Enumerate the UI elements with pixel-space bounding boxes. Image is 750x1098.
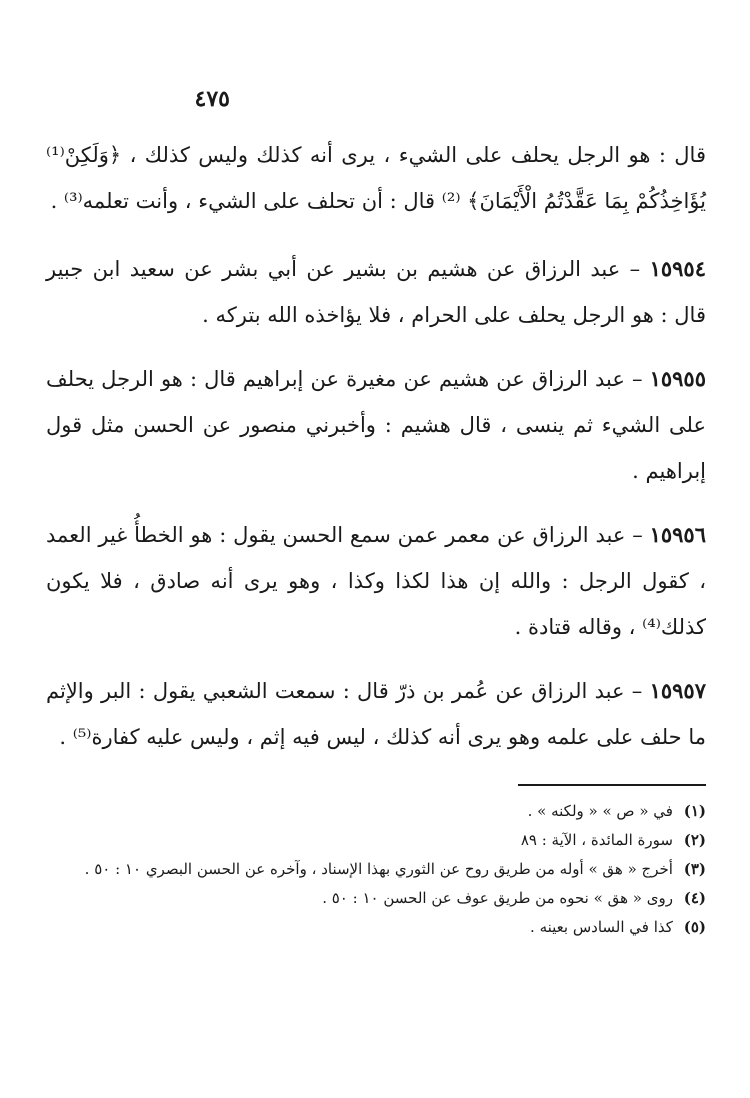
footnote-item (46, 885, 706, 912)
footnote-item (46, 827, 706, 854)
page-number: ٤٧٥ (194, 86, 230, 112)
footnote-label: (٥) (683, 918, 706, 936)
hadith-number: ١٥٩٥٧ (649, 678, 706, 703)
hadith-number: ١٥٩٥٦ (649, 522, 706, 547)
hadith-15954 (46, 246, 706, 338)
footnote-label: (٢) (683, 831, 706, 849)
footnote-item (46, 798, 706, 825)
hadith-15956 (46, 512, 706, 650)
paragraph-text: – عبد الرزاق عن هشيم بن بشير عن أبي بشر عن سعيد ابن جبير قال : هو الرجل يحلف على الحرام ، فلا يؤاخذه الله بتركه . (46, 257, 706, 327)
footnote-label: (١) (683, 802, 706, 820)
footnote-text: أخرج « هق » أوله من طريق روح عن الثوري بهذا الإسناد ، وآخره عن الحسن البصري ١٠ : ٥٠ . (84, 860, 673, 878)
paragraph-text: – عبد الرزاق عن معمر عمن سمع الحسن يقول : هو الخطأُ غير العمد ، كقول الرجل : والله إن هذا لكذا وكذا ، وهو يرى أنه صادق ، فلا يكون كذلك⁽⁴⁾ ، وقاله قتادة . (46, 523, 706, 639)
hadith-15955 (46, 356, 706, 494)
main-text (46, 132, 706, 778)
hadith-number: ١٥٩٥٤ (649, 256, 706, 281)
paragraph-text: قال : هو الرجل يحلف على الشيء ، يرى أنه كذلك وليس كذلك ، ﴿وَلَكِنْ⁽¹⁾ يُؤَاخِذُكُمْ بِمَا عَقَّدْتُمُ الْأَيْمَانَ﴾ ⁽²⁾ قال : أن تحلف على الشيء ، وأنت تعلمه⁽³⁾ . (46, 143, 706, 213)
paragraph-text: – عبد الرزاق عن عُمر بن ذرّ قال : سمعت الشعبي يقول : البر والإثم ما حلف على علمه وهو يرى أنه كذلك ، ليس فيه إثم ، وليس عليه كفارة⁽⁵⁾ . (46, 679, 706, 749)
hadith-15957 (46, 668, 706, 760)
footnote-text: روى « هق » نحوه من طريق عوف عن الحسن ١٠ : ٥٠ . (322, 889, 673, 907)
footnote-text: كذا في السادس بعينه . (530, 918, 673, 936)
footnote-text: في « ص » « ولكنه » . (527, 802, 673, 820)
footnote-label: (٣) (683, 860, 706, 878)
paragraph-intro (46, 132, 706, 224)
footnote-item (46, 914, 706, 941)
hadith-number: ١٥٩٥٥ (649, 366, 706, 391)
footnote-divider (518, 784, 706, 786)
footnotes (46, 798, 706, 943)
footnote-item (46, 856, 706, 883)
footnote-label: (٤) (683, 889, 706, 907)
paragraph-text: – عبد الرزاق عن هشيم عن مغيرة عن إبراهيم قال : هو الرجل يحلف على الشيء ثم ينسى ، قال هشيم : وأخبرني منصور عن الحسن مثل قول إبراهيم . (46, 367, 706, 483)
footnote-text: سورة المائدة ، الآية : ٨٩ (520, 831, 673, 849)
